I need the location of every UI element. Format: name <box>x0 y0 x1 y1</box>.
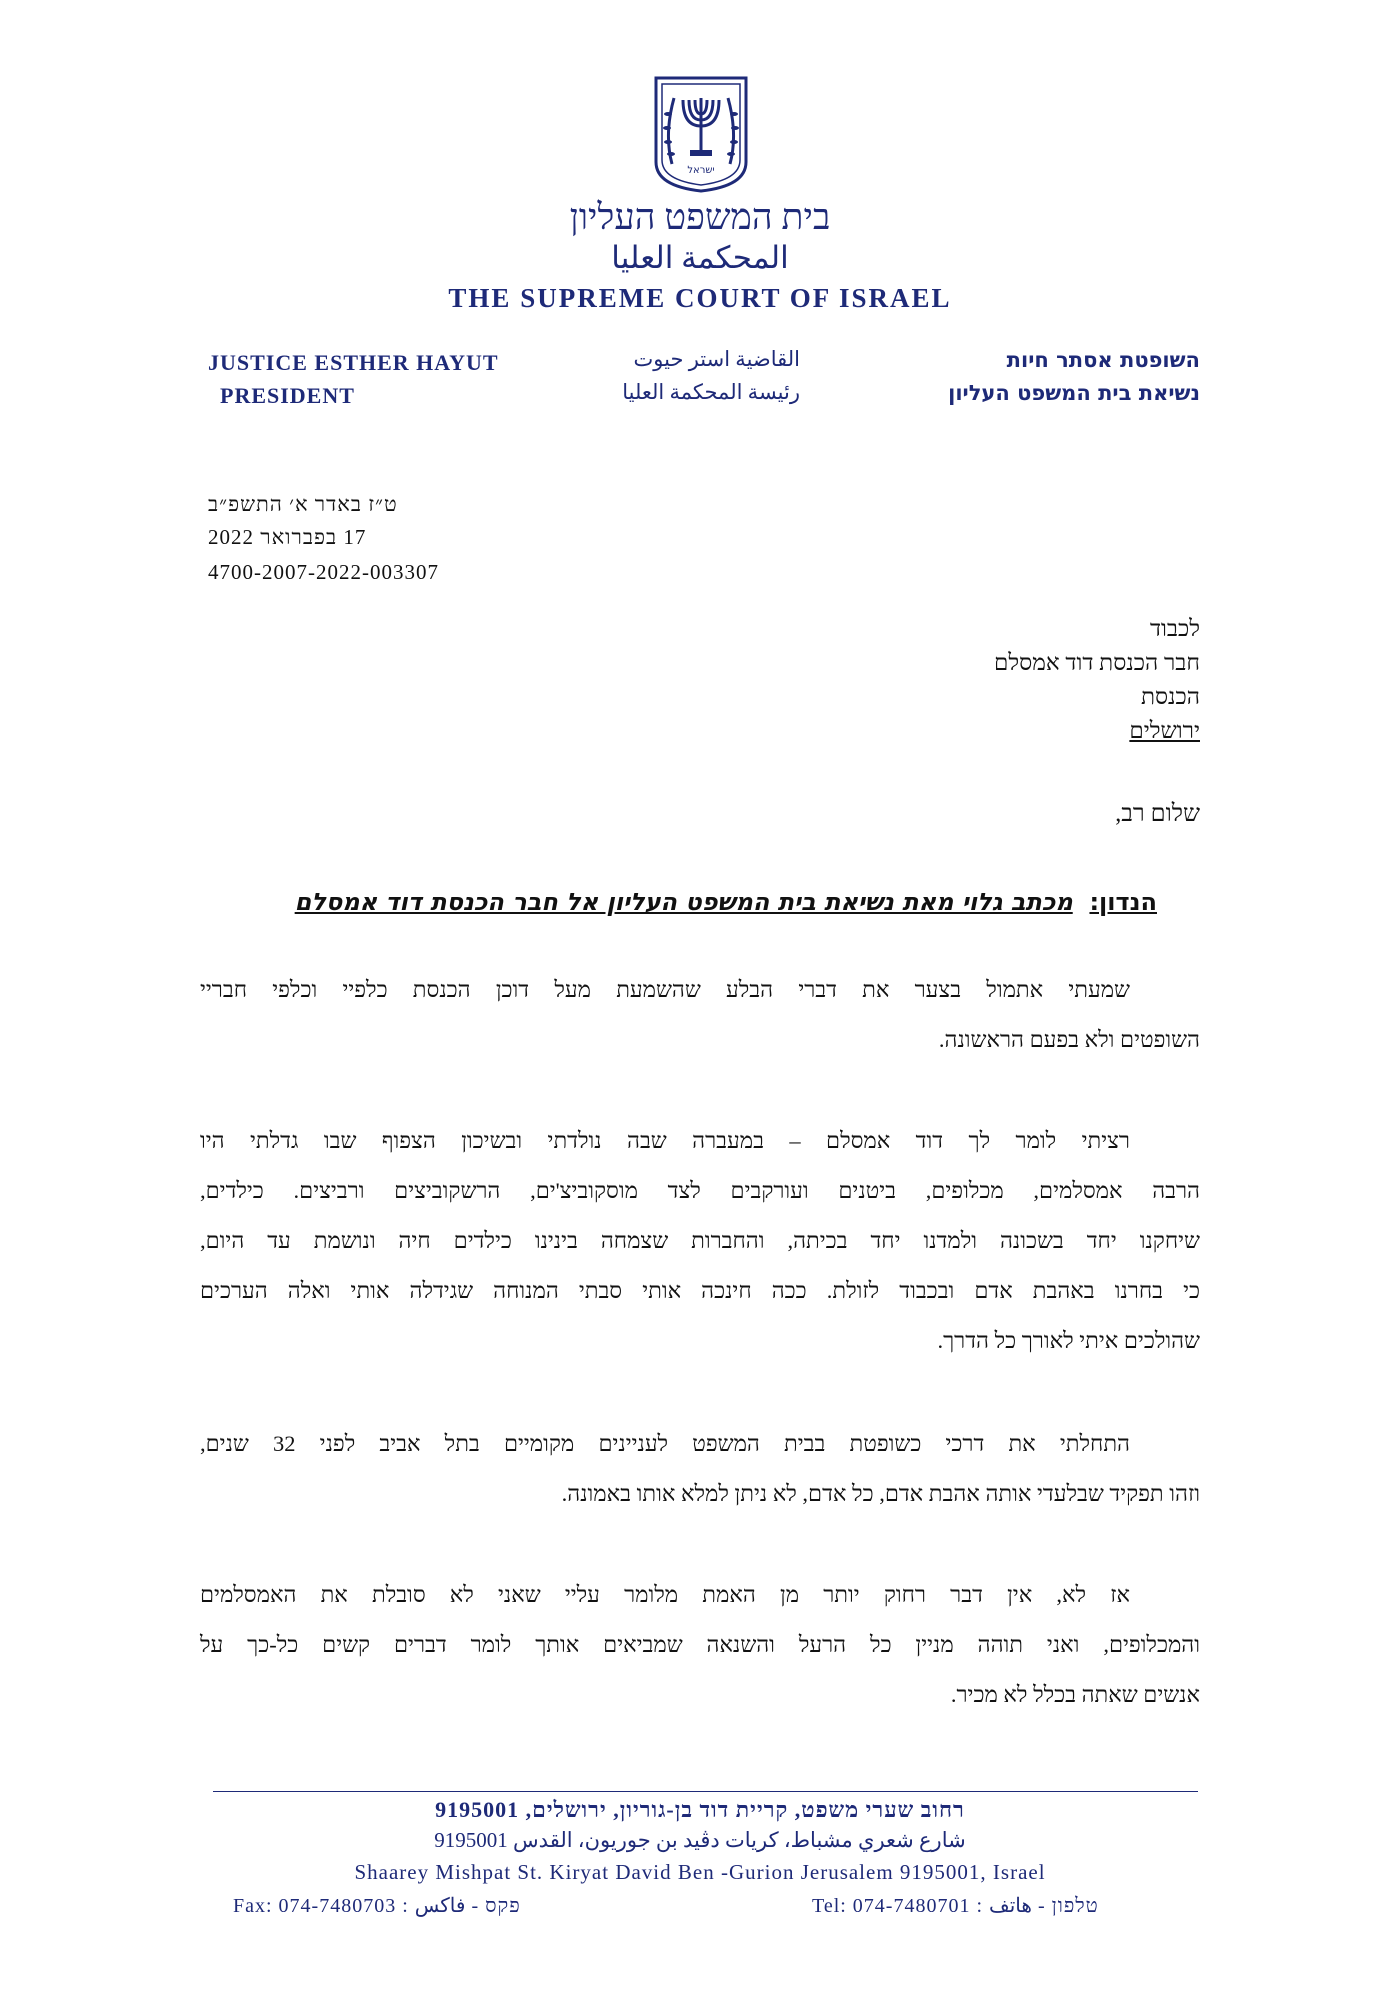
paragraph-line: אז לא, אין דבר רחוק יותר מן האמת מלומר עליי שאני לא סובלת את האמסלמים <box>200 1582 1130 1607</box>
paragraph-line: שיחקנו יחד בשכונה ולמדנו יחד בכיתה, והחברות שצמחה בינינו כילדים חיה ונושמת עד היום, <box>200 1228 1200 1253</box>
reference-number: 4700-2007-2022-003307 <box>208 560 439 584</box>
footer-address-arabic: شارع شعري مشباط، كريات دڤيد بن جوريون، القدس 9195001 <box>434 1828 966 1852</box>
subject-label: הנדון: <box>1089 888 1157 916</box>
court-name-arabic: المحكمة العليا <box>611 240 789 275</box>
paragraph-line: רציתי לומר לך דוד אמסלם – במעברה שבה נולדתי ובשיכון הצפוף שבו גדלתי היו <box>200 1128 1130 1153</box>
greeting: שלום רב, <box>1115 801 1200 827</box>
paragraph-4 <box>200 1570 1200 1720</box>
justice-title-arabic: رئيسة المحكمة العليا <box>622 380 800 404</box>
justice-title-english: PRESIDENT <box>220 383 355 408</box>
paragraph-line: כי בחרנו באהבת אדם ובכבוד לזולת. ככה חינכה אותי סבתי המנוחה שגידלה אותי ואלה הערכים <box>200 1278 1200 1303</box>
paragraph-3 <box>200 1419 1200 1519</box>
gregorian-date: 17 בפברואר 2022 <box>208 525 367 549</box>
recipient-name: חבר הכנסת דוד אמסלם <box>994 650 1200 675</box>
footer-address-hebrew: רחוב שערי משפט, קריית דוד בן-גוריון, ירושלים, 9195001 <box>435 1797 965 1822</box>
subject-line <box>295 888 1157 916</box>
justice-name-english: JUSTICE ESTHER HAYUT <box>208 350 499 375</box>
state-emblem-icon <box>650 74 752 194</box>
paragraph-2 <box>200 1116 1200 1366</box>
paragraph-line: והמכלופים, ואני תוהה מניין כל הרעל והשנאה שמביאים אותך לומר דברים קשים כל-כך על <box>200 1632 1200 1657</box>
footer-address-english: Shaarey Mishpat St. Kiryat David Ben -Gurion Jerusalem 9195001, Israel <box>354 1860 1046 1884</box>
footer-fax: Fax: 074-7480703 : פקס - فاكس <box>233 1895 521 1917</box>
justice-name-hebrew: השופטת אסתר חיות <box>1006 348 1200 372</box>
justice-name-arabic: القاضية استر حيوت <box>633 347 800 371</box>
paragraph-line: התחלתי את דרכי כשופטת בבית המשפט לעניינים מקומיים בתל אביב לפני 32 שנים, <box>200 1431 1130 1456</box>
footer-phone: Tel: 074-7480701 : טלפון - هاتف <box>812 1895 1099 1917</box>
paragraph-line: הרבה אמסלמים, מכלופים, ביטנים ועורקבים לצד מוסקוביצ'ים, הרשקוביצים ורביצים. כילדים, <box>200 1178 1200 1203</box>
paragraph-line: שהולכים איתי לאורך כל הדרך. <box>937 1328 1200 1353</box>
paragraph-line: אנשים שאתה בכלל לא מכיר. <box>950 1682 1200 1707</box>
paragraph-line: השופטים ולא בפעם הראשונה. <box>938 1027 1200 1052</box>
paragraph-line: שמעתי אתמול בצער את דברי הבלע שהשמעת מעל דוכן הכנסת כלפיי וכלפי חבריי <box>200 977 1130 1002</box>
recipient-institution: הכנסת <box>1140 684 1200 709</box>
court-name-hebrew: בית המשפט העליון <box>569 197 831 237</box>
paragraph-1 <box>200 965 1200 1065</box>
recipient-city: ירושלים <box>1129 718 1200 743</box>
hebrew-date: ט״ז באדר א׳ התשפ״ב <box>208 492 398 516</box>
emblem-caption: ישראל <box>687 165 715 176</box>
justice-title-hebrew: נשיאת בית המשפט העליון <box>948 381 1200 405</box>
subject-text: מכתב גלוי מאת נשיאת בית המשפט העליון אל חבר הכנסת דוד אמסלם <box>294 888 1073 916</box>
recipient-salutation: לכבוד <box>1149 616 1200 641</box>
footer-divider <box>213 1791 1198 1792</box>
court-name-english: THE SUPREME COURT OF ISRAEL <box>448 283 952 313</box>
paragraph-line: וזהו תפקיד שבלעדי אותה אהבת אדם, כל אדם, לא ניתן למלא אותו באמונה. <box>561 1481 1200 1506</box>
